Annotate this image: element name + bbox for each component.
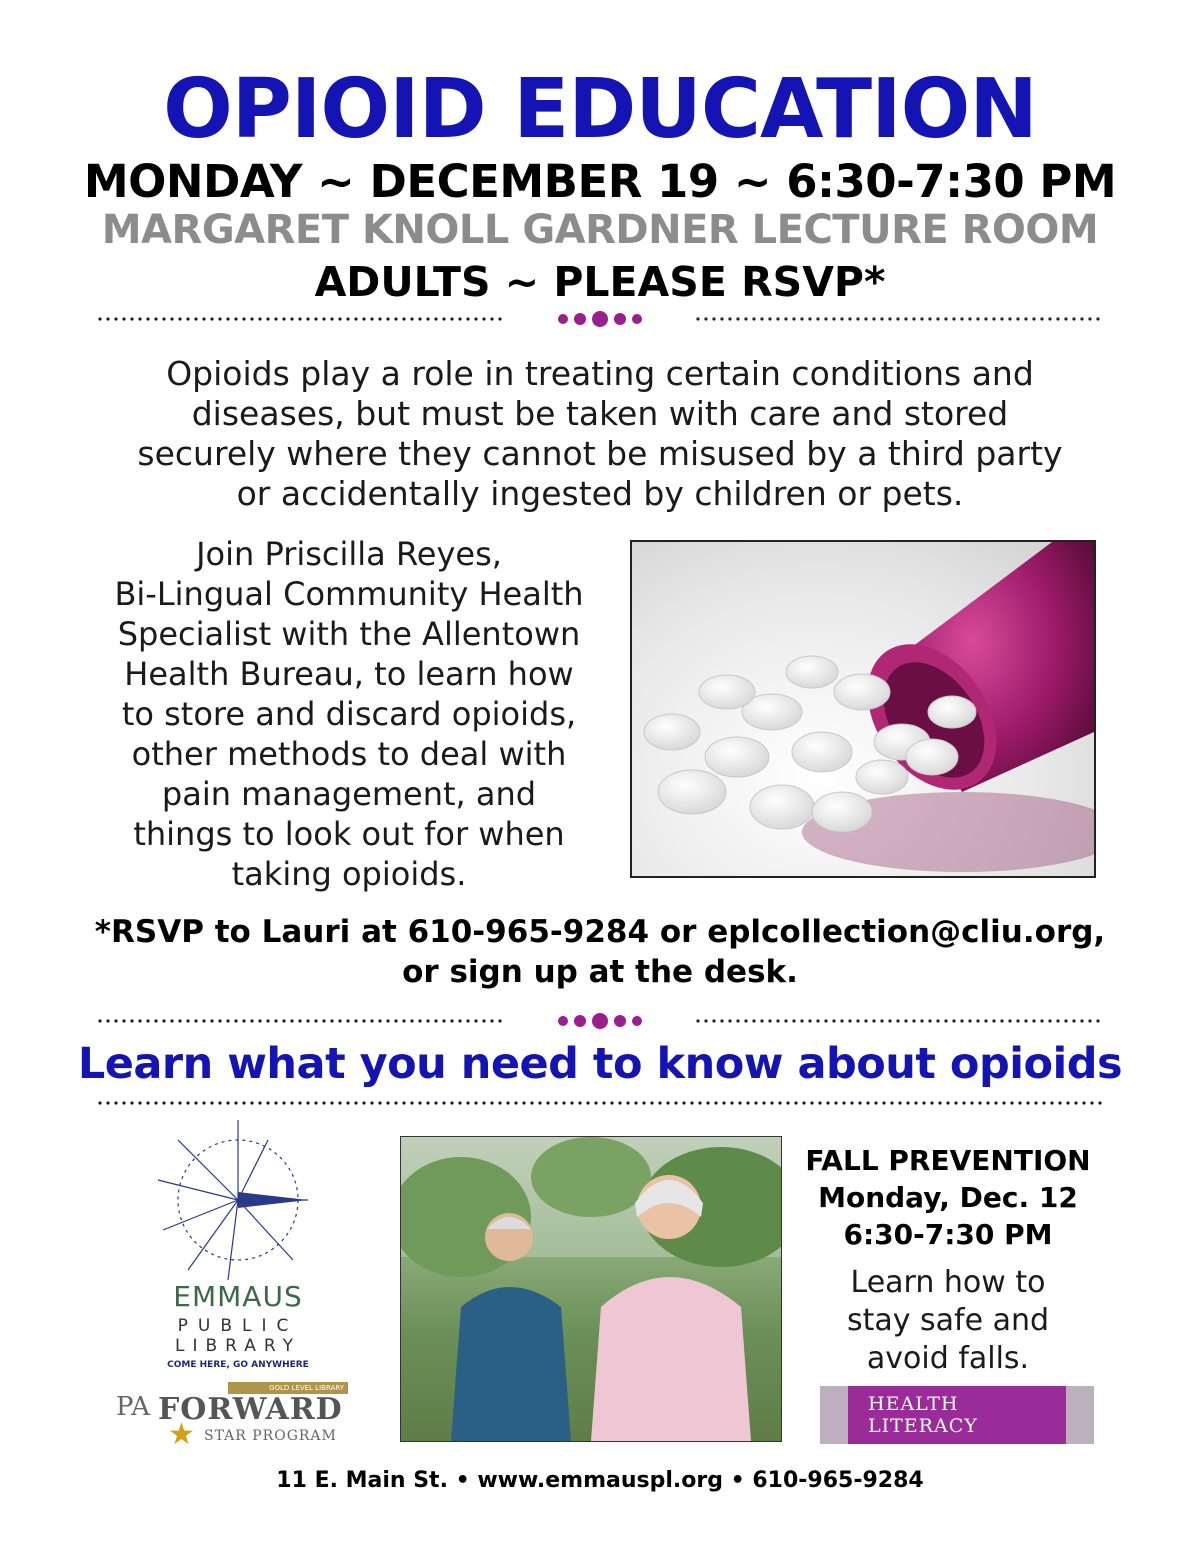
rsvp-contact: *RSVP to Lauri at 610-965-9284 or eplcollection@cliu.org, xyxy=(94,914,1106,950)
speaker-line: to store and discard opioids, xyxy=(121,695,577,733)
speaker-paragraph xyxy=(96,534,602,894)
pa-forward-title: FORWARD xyxy=(158,1392,343,1427)
speaker-line: things to look out for when xyxy=(133,815,565,853)
intro-line: securely where they cannot be misused by a third party xyxy=(137,434,1063,473)
intro-line: Opioids play a role in treating certain conditions and xyxy=(166,354,1034,393)
event-audience: ADULTS ~ PLEASE RSVP* xyxy=(314,258,886,306)
rsvp-desk: or sign up at the desk. xyxy=(402,954,798,990)
compass-icon xyxy=(118,1120,358,1280)
fall-description xyxy=(800,1264,1096,1378)
seniors-illustration xyxy=(401,1137,781,1441)
badge-line1: HEALTH xyxy=(868,1393,959,1415)
logo-library: LIBRARY xyxy=(174,1336,301,1356)
seniors-walking-photo xyxy=(400,1136,782,1442)
event-title: OPIOID EDUCATION xyxy=(163,62,1037,157)
fall-time: 6:30-7:30 PM xyxy=(843,1218,1053,1251)
event-room: MARGARET KNOLL GARDNER LECTURE ROOM xyxy=(101,207,1099,253)
speaker-line: pain management, and xyxy=(161,775,537,813)
speaker-line: Health Bureau, to learn how xyxy=(124,655,574,693)
logo-name: EMMAUS xyxy=(173,1280,303,1313)
badge-line2: LITERACY xyxy=(868,1415,978,1437)
speaker-line: Specialist with the Allentown xyxy=(117,615,581,653)
pa-forward-gold: GOLD LEVEL LIBRARY xyxy=(228,1382,348,1394)
speaker-line: Join Priscilla Reyes, xyxy=(196,535,502,573)
divider-middle xyxy=(96,1010,1104,1032)
star-icon: ★ xyxy=(168,1417,195,1452)
intro-line: or accidentally ingested by children or pets. xyxy=(236,474,964,513)
fall-prevention-event xyxy=(800,1142,1096,1253)
fall-desc-line: stay safe and xyxy=(846,1303,1050,1338)
event-date-time: MONDAY ~ DECEMBER 19 ~ 6:30-7:30 PM xyxy=(83,155,1117,208)
pills-illustration xyxy=(632,542,1094,876)
fall-desc-line: Learn how to xyxy=(850,1265,1046,1300)
fall-date: Monday, Dec. 12 xyxy=(818,1181,1078,1214)
pills-photo xyxy=(630,540,1096,878)
fall-title: FALL PREVENTION xyxy=(805,1144,1091,1177)
fall-desc-line: avoid falls. xyxy=(866,1341,1030,1376)
speaker-line: Bi-Lingual Community Health xyxy=(114,575,584,613)
intro-line: diseases, but must be taken with care and stored xyxy=(191,394,1009,433)
logo-public: PUBLIC xyxy=(177,1316,299,1336)
library-logo xyxy=(118,1120,358,1450)
speaker-line: other methods to deal with xyxy=(131,735,567,773)
pa-forward-pa: PA xyxy=(116,1392,150,1422)
speaker-line: taking opioids. xyxy=(231,855,467,893)
pa-forward-star: STAR PROGRAM xyxy=(204,1428,337,1444)
divider-top xyxy=(96,308,1104,330)
intro-paragraph xyxy=(100,354,1100,514)
footer-contact: 11 E. Main St. • www.emmauspl.org • 610-965-9284 xyxy=(276,1468,924,1493)
divider-bottom xyxy=(96,1092,1104,1114)
health-literacy-badge xyxy=(820,1386,1094,1444)
tagline: Learn what you need to know about opioids xyxy=(77,1039,1123,1089)
logo-motto: COME HERE, GO ANYWHERE xyxy=(167,1360,309,1370)
rsvp-info xyxy=(60,912,1140,992)
